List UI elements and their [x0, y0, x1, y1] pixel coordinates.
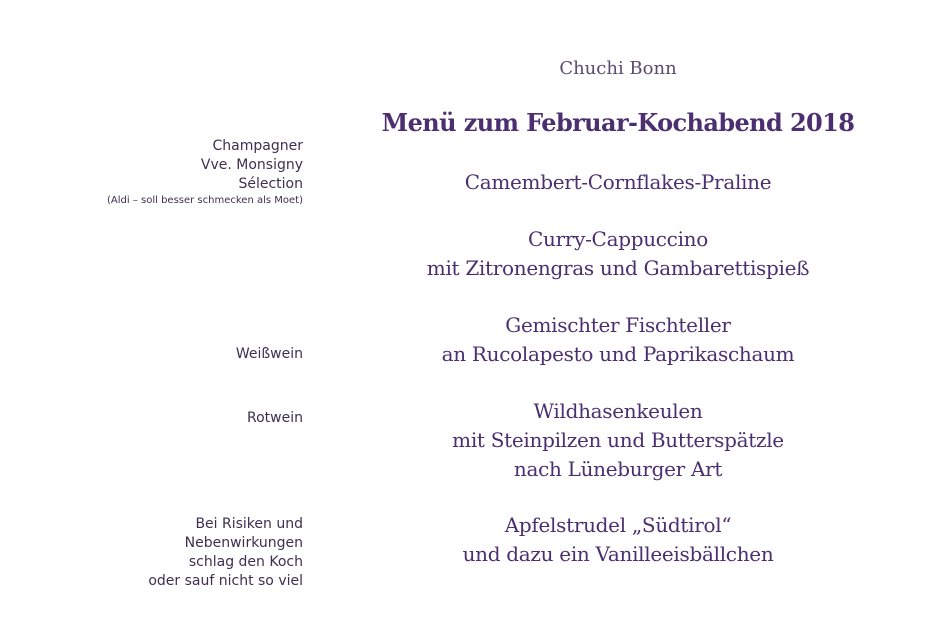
course-line: und dazu ein Vanilleeisbällchen — [462, 542, 774, 566]
disclaimer-line: Nebenwirkungen — [184, 535, 303, 551]
drink-white-wine: Weißwein — [235, 346, 303, 362]
course-line: Apfelstrudel „Südtirol“ — [504, 513, 732, 537]
course-line: Camembert-Cornflakes-Praline — [464, 170, 772, 194]
course-3 — [330, 311, 906, 369]
course-2 — [330, 225, 906, 283]
course-1 — [330, 168, 906, 197]
course-line: Curry-Cappuccino — [528, 227, 708, 251]
course-line: mit Zitronengras und Gambarettispieß — [426, 256, 810, 280]
menu-title: Menü zum Februar-Kochabend 2018 — [381, 108, 855, 137]
venue-name: Chuchi Bonn — [559, 58, 677, 79]
drink-red-wine: Rotwein — [247, 410, 303, 426]
drink-note: (Aldi – soll besser schmecken als Moet) — [107, 195, 303, 206]
course-line: Gemischter Fischteller — [505, 313, 731, 337]
drink-champagne — [107, 137, 303, 208]
course-line: an Rucolapesto und Paprikaschaum — [441, 342, 795, 366]
drink-line: Champagner — [212, 138, 303, 154]
drink-line: Sélection — [238, 176, 303, 192]
disclaimer — [148, 515, 303, 591]
disclaimer-line: schlag den Koch — [188, 554, 303, 570]
disclaimer-line: Bei Risiken und — [195, 516, 303, 532]
course-line: mit Steinpilzen und Butterspätzle — [452, 428, 784, 452]
course-5 — [330, 511, 906, 569]
disclaimer-line: oder sauf nicht so viel — [148, 573, 303, 589]
drink-line: Vve. Monsigny — [200, 157, 303, 173]
course-line: nach Lüneburger Art — [513, 457, 723, 481]
course-4 — [330, 397, 906, 484]
course-line: Wildhasenkeulen — [533, 399, 703, 423]
